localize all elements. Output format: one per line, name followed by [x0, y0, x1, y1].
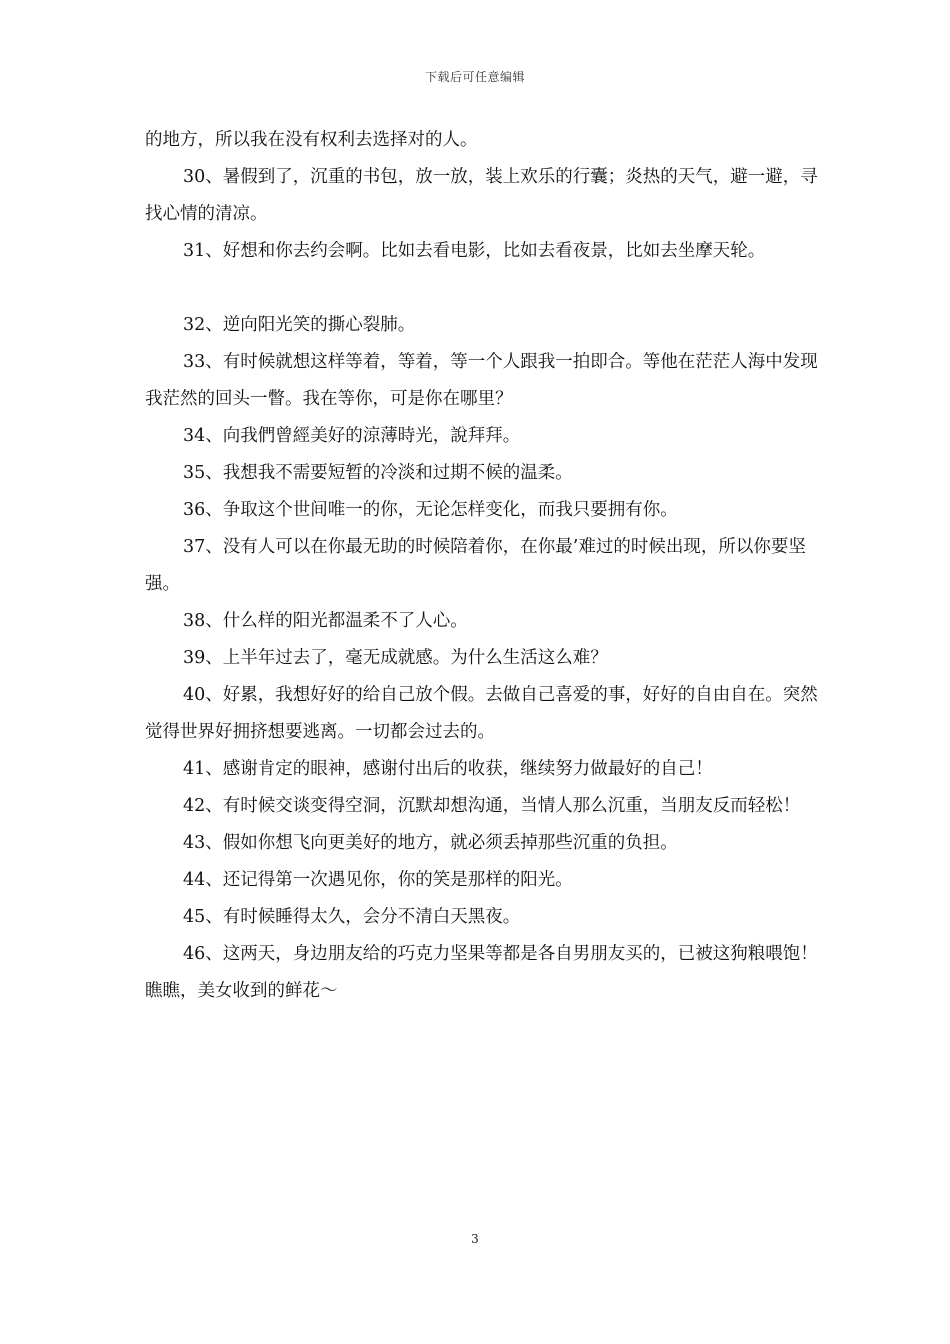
- page-number: 3: [471, 1232, 479, 1246]
- paragraph: 43、假如你想飞向更美好的地方，就必须丢掉那些沉重的负担。: [183, 833, 678, 853]
- paragraph: 41、感谢肯定的眼神，感谢付出后的收获，继续努力做最好的自己！: [183, 759, 713, 779]
- paragraph: 35、我想我不需要短暂的冷淡和过期不候的温柔。: [183, 463, 573, 483]
- document-body: [145, 122, 825, 1010]
- paragraph: 31、好想和你去约会啊。比如去看电影，比如去看夜景，比如去坐摩天轮。: [183, 241, 766, 261]
- paragraph: 30、暑假到了，沉重的书包，放一放，装上欢乐的行囊；炎热的天气，避一避，寻找心情的清凉。: [145, 167, 818, 224]
- paragraph: 38、什么样的阳光都温柔不了人心。: [183, 611, 468, 631]
- paragraph: 42、有时候交谈变得空洞，沉默却想沟通，当情人那么沉重，当朋友反而轻松！: [183, 796, 801, 816]
- paragraph: 44、还记得第一次遇见你，你的笑是那样的阳光。: [183, 870, 573, 890]
- page-header: 下载后可任意编辑: [424, 70, 525, 84]
- paragraph: 45、有时候睡得太久，会分不清白天黑夜。: [183, 907, 521, 927]
- paragraph: 的地方，所以我在没有权利去选择对的人。: [145, 130, 478, 150]
- paragraph: 40、好累，我想好好的给自己放个假。去做自己喜爱的事，好好的自由自在。突然觉得世界好拥挤想要逃离。一切都会过去的。: [145, 685, 818, 742]
- paragraph: 39、上半年过去了，毫无成就感。为什么生活这么难？: [183, 648, 608, 668]
- paragraph: 46、这两天，身边朋友给的巧克力坚果等都是各自男朋友买的，已被这狗粮喂饱！瞧瞧，美女收到的鲜花～: [145, 944, 818, 1001]
- paragraph: 33、有时候就想这样等着，等着，等一个人跟我一拍即合。等他在茫茫人海中发现我茫然的回头一瞥。我在等你，可是你在哪里？: [145, 352, 818, 409]
- paragraph: 32、逆向阳光笑的撕心裂肺。: [183, 315, 416, 335]
- paragraph: 37、没有人可以在你最无助的时候陪着你，在你最’难过的时候出现，所以你要坚强。: [145, 537, 806, 594]
- paragraph: 36、争取这个世间唯一的你，无论怎样变化，而我只要拥有你。: [183, 500, 678, 520]
- paragraph: 34、向我們曾經美好的涼薄時光，說拜拜。: [183, 426, 521, 446]
